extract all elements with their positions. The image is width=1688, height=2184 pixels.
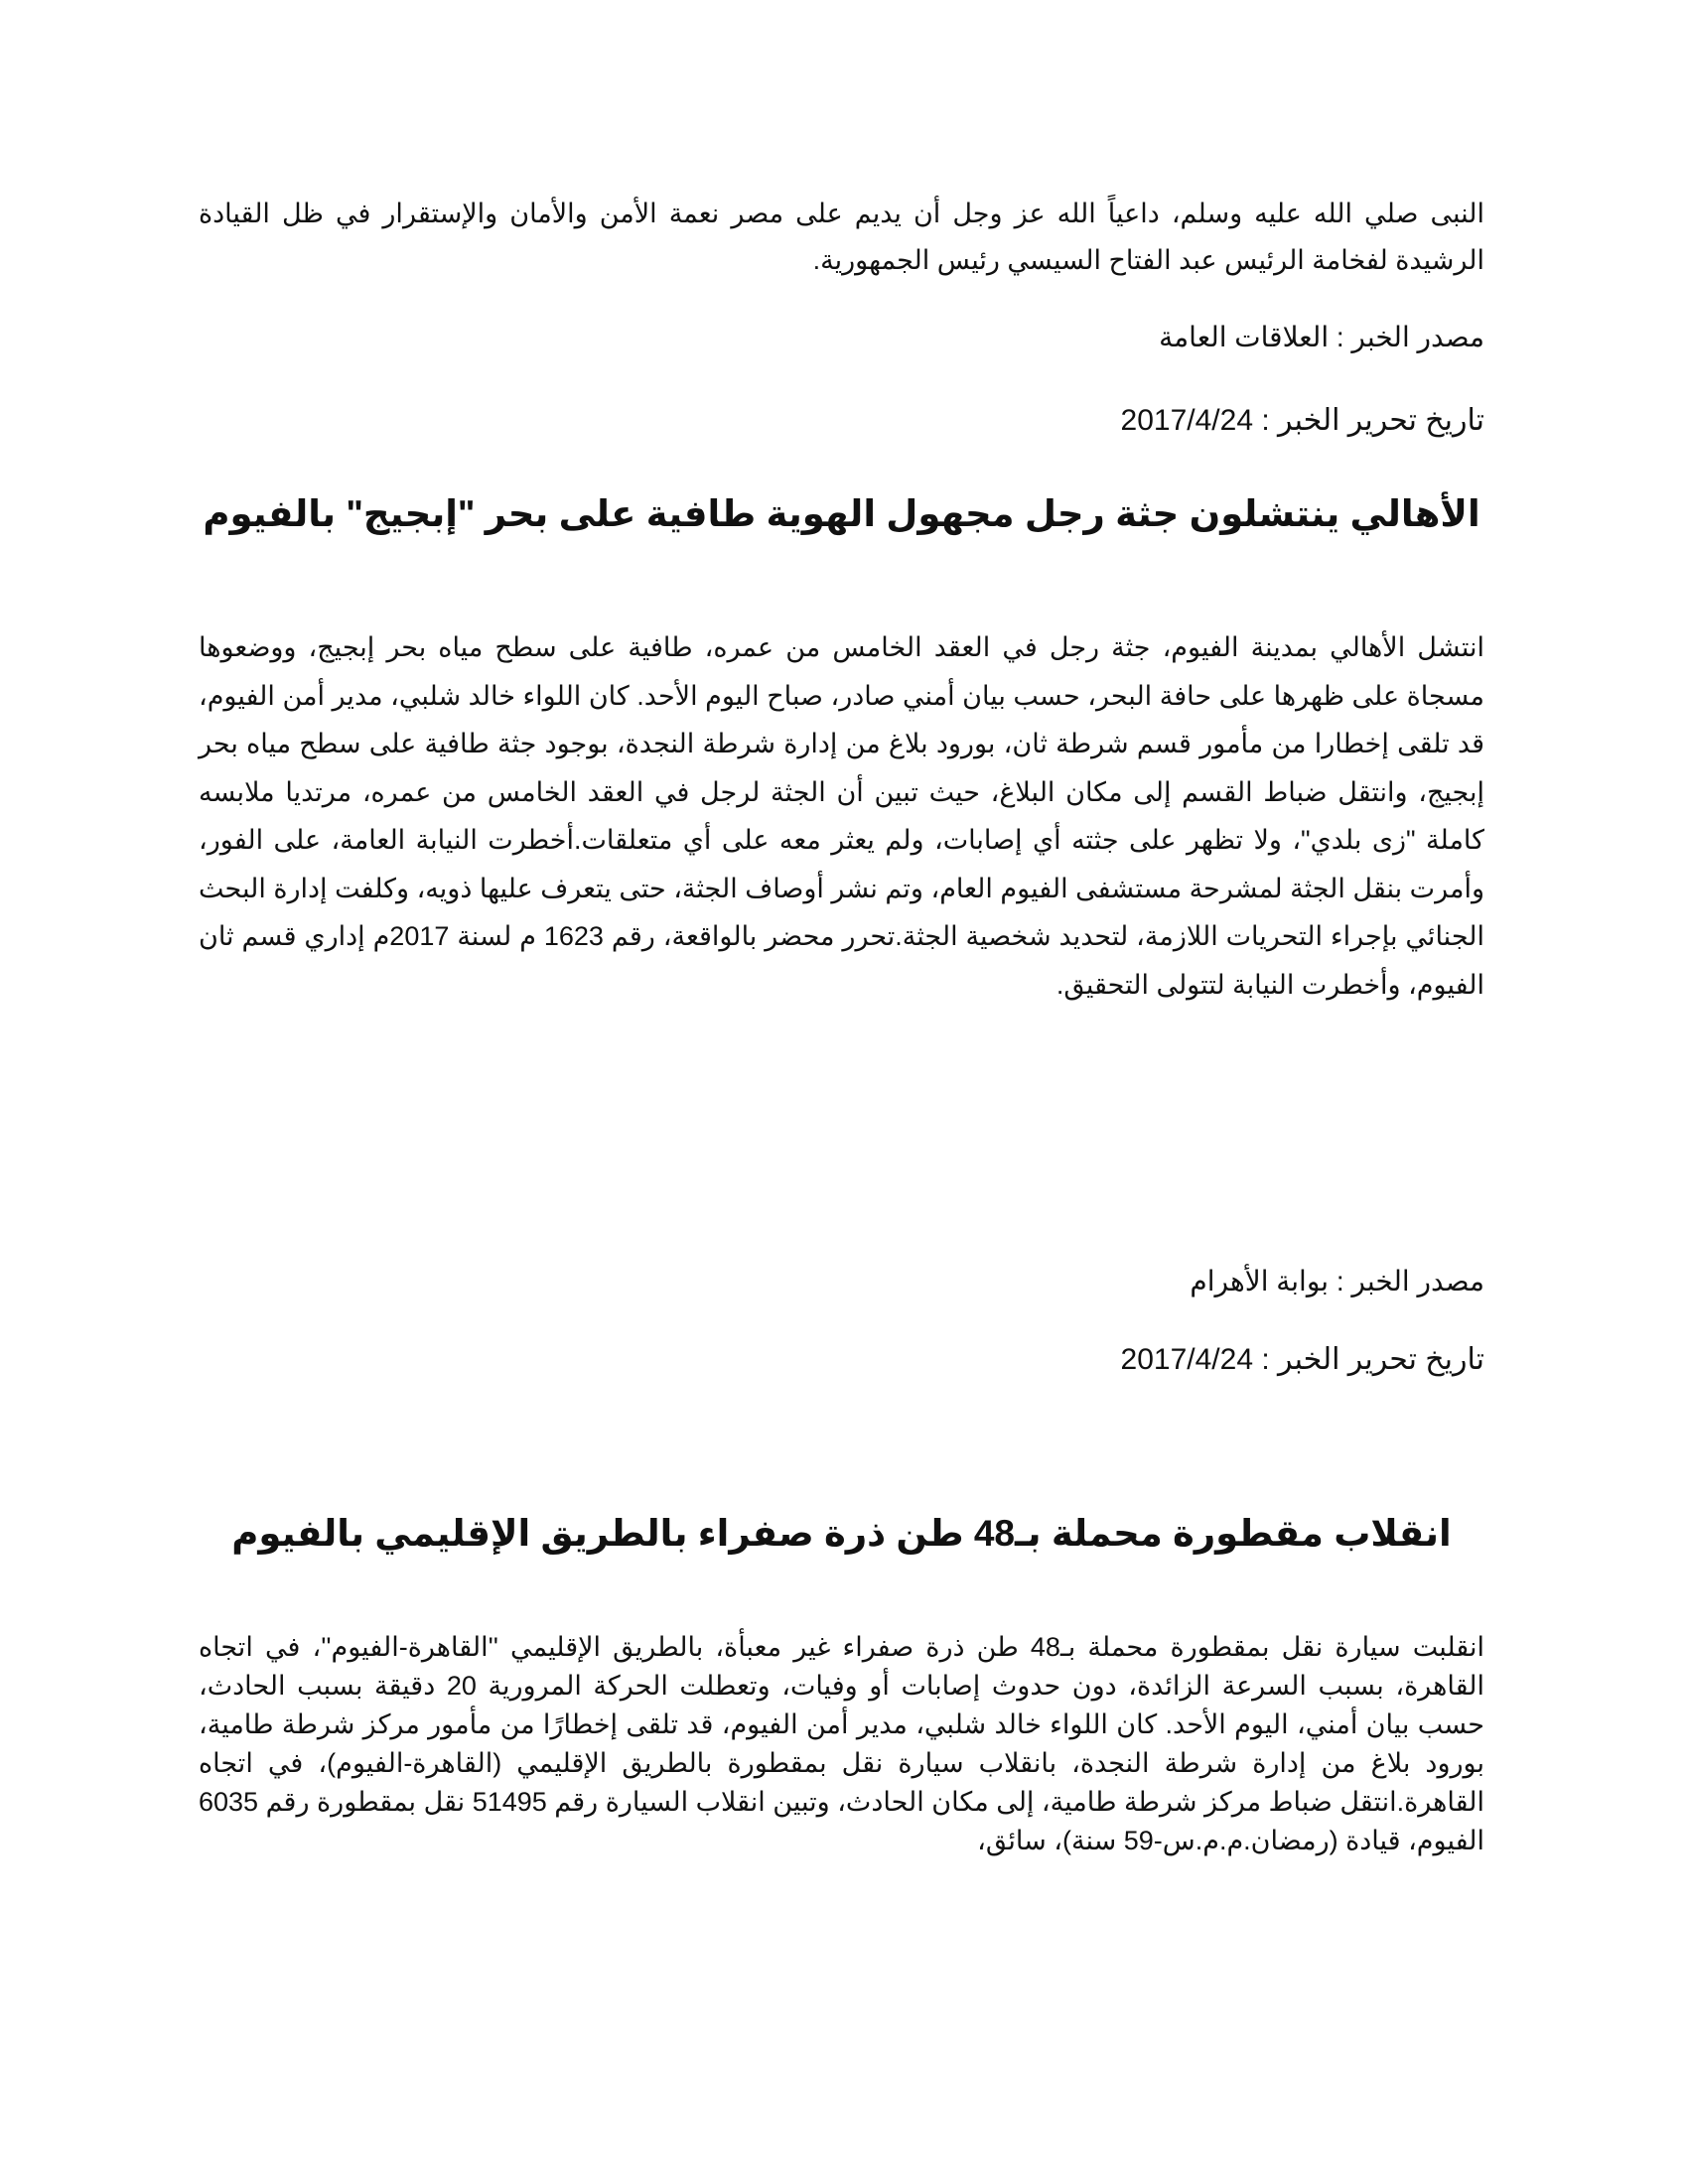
article-body: انقلبت سيارة نقل بمقطورة محملة بـ48 طن ذرة صفراء غير معبأة، بالطريق الإقليمي ''القاهرة-الفيوم''، في اتجاه القاهرة، بسبب السرعة الزائدة، دون حدوث إصابات أو وفيات، وتعطلت الحركة المرورية 20 دقيقة بسبب الحادث، حسب بيان أمني، اليوم الأحد. كان اللواء خالد شلبي، مدير أمن الفيوم، قد تلقى إخطارًا من مأمور مركز شرطة طامية، بورود بلاغ من إدارة شرطة النجدة، بانقلاب سيارة نقل بمقطورة بالطريق الإقليمي (القاهرة-الفيوم)، في اتجاه القاهرة.انتقل ضباط مركز شرطة طامية، إلى مكان الحادث، وتبين انقلاب السيارة رقم 51495 نقل بمقطورة رقم 6035 الفيوم، قيادة (رمضان.م.م.س-59 سنة)، سائق، bbox=[199, 1632, 1484, 1855]
news-date-line: تاريخ تحرير الخبر : 2017/4/24 bbox=[1120, 1343, 1484, 1376]
article-body: انتشل الأهالي بمدينة الفيوم، جثة رجل في العقد الخامس من عمره، طافية على سطح مياه بحر إبجيج، ووضعوها مسجاة على ظهرها على حافة البحر، حسب بيان أمني صادر، صباح اليوم الأحد. كان اللواء خالد شلبي، مدير أمن الفيوم، قد تلقى إخطارا من مأمور قسم شرطة ثان، بورود بلاغ من إدارة شرطة النجدة، بوجود جثة طافية على سطح مياه بحر إبجيج، وانتقل ضباط القسم إلى مكان البلاغ، حيث تبين أن الجثة لرجل في العقد الخامس من عمره، مرتديا ملابسه كاملة "زى بلدي"، ولا تظهر على جثته أي إصابات، ولم يعثر معه على أي متعلقات.أخطرت النيابة العامة، على الفور، وأمرت بنقل الجثة لمشرحة مستشفى الفيوم العام، وتم نشر أوصاف الجثة، حتى يتعرف عليها ذويه، وكلفت إدارة البحث الجنائي بإجراء التحريات اللازمة، لتحديد شخصية الجثة.تحرر محضر بالواقعة، رقم 1623 م لسنة 2017م إداري قسم ثان الفيوم، وأخطرت النيابة لتتولى التحقيق. bbox=[199, 632, 1484, 1000]
closing-paragraph: النبى صلي الله عليه وسلم، داعياً الله عز وجل أن يديم على مصر نعمة الأمن والأمان والإستقرار في ظل القيادة الرشيدة لفخامة الرئيس عبد الفتاح السيسي رئيس الجمهورية. bbox=[199, 199, 1484, 275]
article-headline: انقلاب مقطورة محملة بـ48 طن ذرة صفراء بالطريق الإقليمي بالفيوم bbox=[231, 1513, 1452, 1554]
news-source-line: مصدر الخبر : العلاقات العامة bbox=[1159, 322, 1484, 352]
article-headline: الأهالي ينتشلون جثة رجل مجهول الهوية طافية على بحر "إبجيج" بالفيوم bbox=[203, 493, 1480, 534]
news-source-line: مصدر الخبر : بوابة الأهرام bbox=[1190, 1266, 1484, 1297]
news-date-line: تاريخ تحرير الخبر : 2017/4/24 bbox=[1120, 404, 1484, 437]
